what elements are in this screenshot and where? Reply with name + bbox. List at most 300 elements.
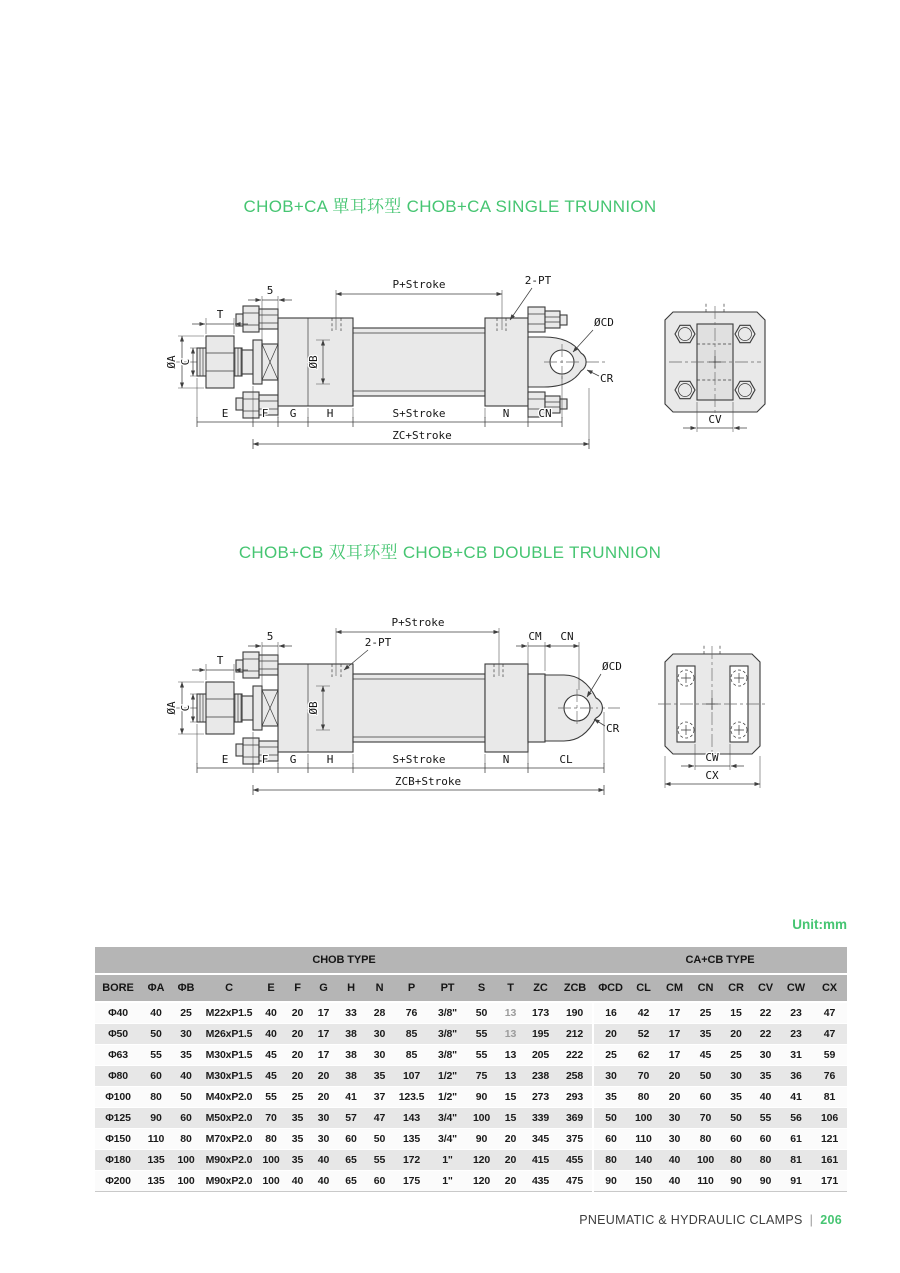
column-header: CN (690, 974, 721, 1002)
spec-cell: M90xP2.0 (205, 1154, 253, 1166)
spec-cell: 35 (291, 1154, 304, 1166)
spec-cell: 20 (504, 1154, 517, 1166)
column-header: C (201, 974, 257, 1002)
spec-cell: 90 (475, 1091, 488, 1103)
dim-label-s-stroke: S+Stroke (392, 407, 446, 420)
spec-cell: 40 (759, 1091, 772, 1103)
column-header: N (365, 974, 394, 1002)
column-header: F (285, 974, 310, 1002)
cb-main-view (168, 652, 620, 764)
spec-cell: 70 (265, 1112, 277, 1124)
footer-text: PNEUMATIC & HYDRAULIC CLAMPS (579, 1213, 803, 1227)
spec-cell: 20 (291, 1028, 304, 1040)
spec-cell: 135 (147, 1175, 165, 1187)
spec-cell: 195 (531, 1028, 550, 1040)
dim-label-phi-cd: ØCD (594, 316, 614, 329)
spec-row (95, 1087, 847, 1108)
spec-cell: 339 (531, 1112, 550, 1124)
spec-cell: 273 (531, 1091, 550, 1103)
spec-cell: 107 (402, 1070, 421, 1082)
table-group-header-row (95, 947, 847, 974)
spec-cell: 30 (317, 1133, 330, 1145)
spec-cell: 17 (317, 1049, 330, 1061)
spec-cell: 35 (759, 1070, 772, 1082)
spec-cell: 40 (291, 1175, 304, 1187)
spec-cell: M90xP2.0 (205, 1175, 253, 1187)
spec-cell: 45 (265, 1049, 277, 1061)
row-bore: Φ100 (105, 1091, 131, 1103)
spec-cell: 65 (345, 1154, 357, 1166)
spec-cell: 50 (730, 1112, 742, 1124)
spec-cell: 41 (790, 1091, 802, 1103)
spec-cell: 135 (402, 1133, 421, 1145)
spec-cell: 30 (759, 1049, 772, 1061)
spec-cell: 60 (699, 1091, 712, 1103)
dim-label-phi-cd: ØCD (602, 660, 622, 673)
spec-cell: 171 (820, 1175, 839, 1187)
column-header: ZC (524, 974, 557, 1002)
spec-cell: 56 (790, 1112, 802, 1124)
spec-cell: 173 (531, 1007, 550, 1019)
spec-cell: 20 (668, 1091, 681, 1103)
spec-cell: 61 (790, 1133, 802, 1145)
column-header: H (337, 974, 365, 1002)
dim-label-g: G (289, 753, 297, 766)
spec-cell: 212 (557, 1024, 593, 1045)
spec-cell: 20 (291, 1070, 304, 1082)
spec-cell: 35 (373, 1070, 386, 1082)
spec-cell: 76 (405, 1007, 418, 1019)
spec-cell: 55 (475, 1028, 488, 1040)
dim-label-h: H (326, 753, 334, 766)
spec-cell: 60 (759, 1133, 772, 1145)
spec-cell: 55 (373, 1154, 386, 1166)
spec-cell: 30 (180, 1028, 192, 1040)
spec-cell: 1/2" (438, 1091, 457, 1103)
table-column-header-row (95, 974, 847, 1002)
spec-cell: 45 (699, 1049, 712, 1061)
spec-row (95, 1171, 847, 1192)
column-header: CX (812, 974, 847, 1002)
spec-cell: 3/8" (438, 1028, 457, 1040)
spec-cell: 238 (531, 1070, 550, 1082)
page-footer (579, 1213, 842, 1227)
spec-row (95, 1108, 847, 1129)
spec-cell: 40 (668, 1154, 681, 1166)
spec-cell: 100 (177, 1175, 195, 1187)
spec-table (95, 947, 847, 1192)
column-header: P (394, 974, 429, 1002)
drawing-chob-cb (120, 612, 840, 824)
spec-cell: 30 (317, 1112, 330, 1124)
column-header: ΦA (141, 974, 171, 1002)
column-header: CL (628, 974, 659, 1002)
spec-cell: 90 (150, 1112, 162, 1124)
spec-cell: 30 (373, 1049, 386, 1061)
spec-cell: 175 (402, 1175, 421, 1187)
spec-cell: 16 (605, 1007, 617, 1019)
row-bore: Φ50 (108, 1028, 128, 1040)
row-bore: Φ80 (108, 1070, 128, 1082)
drawing-chob-ca (120, 266, 840, 476)
spec-cell: 106 (820, 1112, 839, 1124)
spec-cell: 55 (150, 1049, 162, 1061)
spec-cell: 20 (291, 1007, 304, 1019)
spec-cell: 293 (557, 1087, 593, 1108)
spec-cell: M70xP2.0 (205, 1133, 253, 1145)
spec-cell: 123.5 (398, 1091, 425, 1103)
spec-cell: 13 (504, 1028, 517, 1040)
spec-cell: 60 (605, 1133, 617, 1145)
spec-cell: 35 (699, 1028, 712, 1040)
footer-separator: | (809, 1213, 814, 1227)
spec-cell: 40 (317, 1154, 330, 1166)
spec-cell: 59 (823, 1049, 836, 1061)
dim-label-f: F (261, 407, 269, 420)
spec-cell: 50 (150, 1028, 162, 1040)
spec-cell: 30 (668, 1133, 681, 1145)
spec-cell: 38 (345, 1028, 357, 1040)
dim-label-c: C (179, 358, 192, 366)
dim-label-cn: CN (538, 407, 552, 420)
spec-cell: 22 (759, 1007, 772, 1019)
spec-cell: 100 (262, 1154, 280, 1166)
column-header: G (310, 974, 337, 1002)
spec-cell: 369 (557, 1108, 593, 1129)
spec-cell: 205 (531, 1049, 550, 1061)
spec-cell: 35 (730, 1091, 742, 1103)
spec-row (95, 1150, 847, 1171)
dim-label-cx: CX (705, 769, 719, 782)
spec-cell: 120 (472, 1154, 491, 1166)
spec-row (95, 1002, 847, 1024)
dim-label-5: 5 (266, 284, 274, 297)
dim-label-cm: CM (528, 630, 542, 643)
spec-cell: 55 (265, 1091, 277, 1103)
spec-cell: 25 (605, 1049, 617, 1061)
spec-cell: 15 (504, 1091, 517, 1103)
spec-cell: 150 (634, 1175, 653, 1187)
rear-head (485, 318, 528, 406)
spec-cell: 57 (345, 1112, 357, 1124)
spec-cell: 52 (637, 1028, 650, 1040)
dim-label-e: E (221, 753, 229, 766)
spec-cell: 80 (180, 1133, 192, 1145)
dim-label-phi-a: ØA (165, 701, 178, 715)
spec-cell: 90 (759, 1175, 772, 1187)
spec-cell: 100 (262, 1175, 280, 1187)
spec-cell: 121 (820, 1133, 839, 1145)
column-header: ΦCD (593, 974, 628, 1002)
spec-cell: 35 (291, 1112, 304, 1124)
spec-cell: 80 (637, 1091, 650, 1103)
spec-cell: 47 (373, 1112, 386, 1124)
column-header: S (466, 974, 497, 1002)
dim-label-cl: CL (559, 753, 573, 766)
spec-cell: 90 (730, 1175, 742, 1187)
spec-cell: 62 (637, 1049, 650, 1061)
row-bore: Φ150 (105, 1133, 131, 1145)
spec-cell: 47 (823, 1028, 836, 1040)
spec-cell: 100 (696, 1154, 715, 1166)
unit-label: Unit:mm (792, 917, 847, 932)
group-header-ca-cb-type: CA+CB TYPE (593, 947, 847, 974)
spec-cell: 415 (531, 1154, 550, 1166)
spec-cell: 20 (605, 1028, 617, 1040)
spec-cell: 20 (317, 1070, 330, 1082)
spec-cell: 85 (405, 1049, 418, 1061)
spec-cell: 80 (605, 1154, 617, 1166)
spec-cell: 70 (637, 1070, 650, 1082)
spec-cell: 20 (291, 1049, 304, 1061)
spec-cell: 1" (442, 1154, 453, 1166)
spec-cell: 475 (557, 1171, 593, 1192)
spec-cell: 33 (345, 1007, 357, 1019)
spec-cell: 110 (635, 1133, 652, 1145)
spec-cell: 28 (373, 1007, 386, 1019)
spec-cell: 17 (668, 1028, 681, 1040)
spec-cell: 455 (557, 1150, 593, 1171)
spec-cell: 50 (180, 1091, 192, 1103)
spec-cell: 17 (668, 1049, 681, 1061)
dim-label-5: 5 (266, 630, 274, 643)
spec-cell: 81 (823, 1091, 836, 1103)
column-header: CR (721, 974, 751, 1002)
ca-main-view (168, 306, 606, 418)
spec-cell: 42 (637, 1007, 650, 1019)
spec-cell: 135 (147, 1154, 165, 1166)
spec-cell: 13 (504, 1070, 517, 1082)
spec-cell: 3/8" (438, 1049, 457, 1061)
spec-cell: 22 (759, 1028, 772, 1040)
dim-label-cr: CR (606, 722, 620, 735)
spec-cell: 70 (699, 1112, 712, 1124)
dim-label-port: 2-PT (524, 274, 552, 287)
column-header: T (497, 974, 524, 1002)
spec-cell: 50 (605, 1112, 617, 1124)
row-bore: Φ200 (105, 1175, 131, 1187)
dim-label-h: H (326, 407, 334, 420)
spec-cell: 80 (699, 1133, 712, 1145)
spec-cell: 172 (402, 1154, 421, 1166)
dim-label-cv: CV (708, 413, 722, 426)
cylinder-tube (353, 674, 485, 742)
spec-cell: M50xP2.0 (205, 1112, 253, 1124)
spec-cell: 375 (557, 1129, 593, 1150)
spec-cell: 75 (475, 1070, 488, 1082)
spec-cell: 55 (475, 1049, 488, 1061)
spec-cell: 190 (557, 1002, 593, 1024)
dim-label-zc-stroke: ZC+Stroke (392, 429, 452, 442)
spec-cell: 20 (668, 1070, 681, 1082)
spec-cell: 50 (373, 1133, 386, 1145)
section-title-single-trunnion: CHOB+CA 單耳环型 CHOB+CA SINGLE TRUNNION (243, 197, 657, 216)
spec-cell: 55 (759, 1112, 772, 1124)
spec-cell: 3/8" (438, 1007, 457, 1019)
spec-cell: 17 (317, 1028, 330, 1040)
spec-cell: 100 (634, 1112, 653, 1124)
spec-cell: 45 (265, 1070, 277, 1082)
spec-cell: 90 (605, 1175, 617, 1187)
spec-cell: M26xP1.5 (205, 1028, 253, 1040)
section-title-double-trunnion: CHOB+CB 双耳环型 CHOB+CB DOUBLE TRUNNION (238, 543, 662, 562)
dim-label-c: C (179, 704, 192, 712)
dim-label-n: N (502, 753, 510, 766)
spec-cell: 140 (634, 1154, 653, 1166)
group-header-chob-type: CHOB TYPE (95, 947, 593, 974)
column-header: CV (751, 974, 780, 1002)
row-bore: Φ40 (108, 1007, 128, 1019)
spec-cell: 20 (504, 1175, 517, 1187)
spec-cell: 41 (345, 1091, 357, 1103)
spec-cell: 13 (504, 1007, 517, 1019)
spec-cell: 15 (504, 1112, 517, 1124)
trunnion-ring (528, 674, 545, 742)
dim-label-cr: CR (600, 372, 614, 385)
spec-cell: 100 (472, 1112, 491, 1124)
dim-label-zcb-stroke: ZCB+Stroke (394, 775, 462, 788)
dim-label-phi-a: ØA (165, 355, 178, 369)
dim-label-cw: CW (705, 751, 719, 764)
dim-label-t: T (216, 654, 224, 667)
cylinder-tube (353, 328, 485, 396)
spec-cell: 60 (373, 1175, 386, 1187)
dim-label-port: 2-PT (364, 636, 392, 649)
spec-cell: 222 (557, 1045, 593, 1066)
rod-hex-nut (206, 682, 234, 734)
spec-cell: 25 (291, 1091, 304, 1103)
spec-cell: 3/4" (438, 1133, 457, 1145)
spec-cell: 35 (180, 1049, 192, 1061)
spec-cell: 20 (730, 1028, 742, 1040)
spec-cell: 110 (147, 1133, 165, 1145)
spec-cell: 40 (317, 1175, 330, 1187)
row-bore: Φ125 (105, 1112, 131, 1124)
spec-cell: 17 (668, 1007, 681, 1019)
spec-cell: 345 (531, 1133, 550, 1145)
spec-cell: M30xP1.5 (205, 1049, 253, 1061)
row-bore: Φ180 (105, 1154, 131, 1166)
spec-cell: 40 (150, 1007, 162, 1019)
spec-cell: M30xP1.5 (205, 1070, 253, 1082)
spec-cell: 1" (442, 1175, 453, 1187)
spec-cell: 91 (790, 1175, 802, 1187)
spec-cell: 80 (265, 1133, 277, 1145)
spec-cell: 40 (180, 1070, 192, 1082)
dim-label-e: E (221, 407, 229, 420)
spec-cell: 60 (730, 1133, 742, 1145)
column-header: ZCB (557, 974, 593, 1002)
spec-cell: M40xP2.0 (205, 1091, 253, 1103)
spec-cell: 38 (345, 1049, 357, 1061)
dim-label-cn: CN (560, 630, 574, 643)
spec-cell: 38 (345, 1070, 357, 1082)
spec-cell: 110 (697, 1175, 714, 1187)
spec-cell: 50 (699, 1070, 712, 1082)
spec-cell: 80 (730, 1154, 742, 1166)
spec-cell: 40 (668, 1175, 681, 1187)
spec-cell: 15 (730, 1007, 742, 1019)
column-header: ΦB (171, 974, 201, 1002)
spec-cell: 60 (150, 1070, 162, 1082)
spec-cell: 35 (605, 1091, 617, 1103)
dim-label-f: F (261, 753, 269, 766)
spec-cell: 81 (790, 1154, 802, 1166)
column-header: CW (780, 974, 812, 1002)
column-header: BORE (95, 974, 141, 1002)
spec-cell: 36 (790, 1070, 802, 1082)
spec-cell: 35 (291, 1133, 304, 1145)
dim-label-s-stroke: S+Stroke (392, 753, 446, 766)
spec-cell: 31 (790, 1049, 802, 1061)
spec-cell: 20 (317, 1091, 330, 1103)
cb-side-view (658, 644, 768, 788)
spec-cell: 60 (345, 1133, 357, 1145)
spec-cell: 65 (345, 1175, 357, 1187)
spec-cell: 25 (730, 1049, 742, 1061)
spec-cell: 47 (823, 1007, 836, 1019)
column-header: PT (429, 974, 466, 1002)
spec-cell: 161 (820, 1154, 839, 1166)
spec-cell: 20 (504, 1133, 517, 1145)
dim-label-phi-b: ØB (307, 355, 320, 369)
spec-cell: 85 (405, 1028, 418, 1040)
spec-cell: 80 (150, 1091, 162, 1103)
spec-cell: 80 (759, 1154, 772, 1166)
spec-row (95, 1024, 847, 1045)
row-bore: Φ63 (108, 1049, 128, 1061)
dim-label-phi-b: ØB (307, 701, 320, 715)
spec-cell: 3/4" (438, 1112, 457, 1124)
column-header: CM (659, 974, 690, 1002)
dim-label-g: G (289, 407, 297, 420)
spec-cell: 258 (557, 1066, 593, 1087)
spec-cell: M22xP1.5 (205, 1007, 253, 1019)
rear-head (485, 664, 528, 752)
spec-cell: 120 (472, 1175, 491, 1187)
dim-label-t: T (216, 308, 224, 321)
spec-row (95, 1129, 847, 1150)
spec-cell: 30 (605, 1070, 617, 1082)
dim-label-n: N (502, 407, 510, 420)
spec-cell: 23 (790, 1007, 802, 1019)
spec-table-body (95, 1002, 847, 1192)
spec-cell: 50 (475, 1007, 488, 1019)
ca-side-view (665, 302, 765, 432)
spec-cell: 25 (699, 1007, 712, 1019)
spec-cell: 40 (265, 1028, 277, 1040)
spec-cell: 30 (373, 1028, 386, 1040)
spec-cell: 60 (180, 1112, 192, 1124)
spec-cell: 76 (823, 1070, 836, 1082)
spec-cell: 100 (177, 1154, 195, 1166)
spec-row (95, 1045, 847, 1066)
spec-cell: 30 (730, 1070, 742, 1082)
spec-cell: 143 (402, 1112, 421, 1124)
spec-cell: 23 (790, 1028, 802, 1040)
rod-hex-nut (206, 336, 234, 388)
spec-cell: 25 (180, 1007, 192, 1019)
spec-cell: 13 (504, 1049, 517, 1061)
spec-row (95, 1066, 847, 1087)
spec-cell: 1/2" (438, 1070, 457, 1082)
dim-label-p-stroke: P+Stroke (392, 278, 446, 291)
column-header: E (257, 974, 285, 1002)
spec-cell: 17 (317, 1007, 330, 1019)
spec-cell: 30 (668, 1112, 681, 1124)
spec-cell: 40 (265, 1007, 277, 1019)
dim-label-p-stroke: P+Stroke (391, 616, 445, 629)
